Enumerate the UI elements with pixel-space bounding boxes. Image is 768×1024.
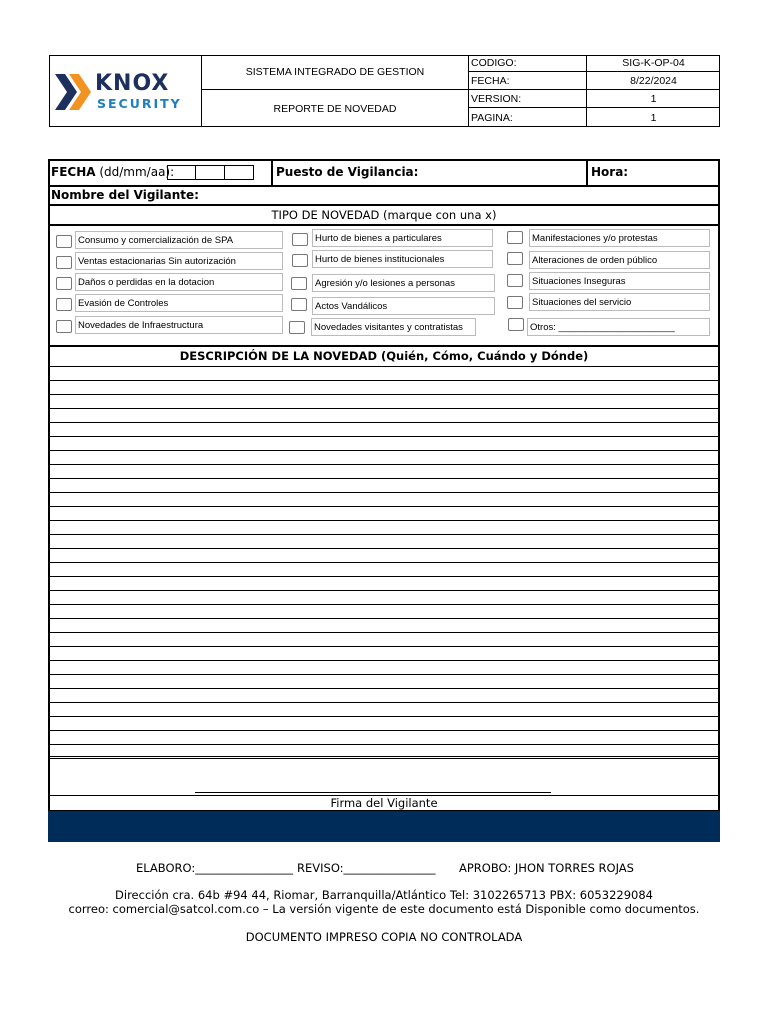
description-rule [48,394,720,395]
fecha-day-box[interactable] [167,165,196,180]
checkbox-situaciones-inseguras[interactable] [507,274,523,287]
brand-subname: SECURITY [97,96,182,111]
checkbox-alteraciones[interactable] [507,252,523,265]
checkbox-hurto-particulares[interactable] [292,233,308,246]
description-rule [48,590,720,591]
meta-pagina-value: 1 [650,111,657,124]
descripcion-title: DESCRIPCIÓN DE LA NOVEDAD (Quién, Cómo, Cuándo y Dónde) [179,349,589,363]
description-rule [48,604,720,605]
option-label: Hurto de bienes a particulares [312,229,493,247]
option-label: Agresión y/o lesiones a personas [312,274,495,292]
checkbox-vandalicos[interactable] [291,298,307,311]
description-rule [48,646,720,647]
fecha-label: FECHA [51,165,96,179]
description-rule [48,618,720,619]
vigilante-label: Nombre del Vigilante: [51,188,199,202]
checkbox-danos[interactable] [56,277,72,290]
tipo-title: TIPO DE NOVEDAD (marque con una x) [271,208,497,222]
meta-version-value: 1 [587,90,720,108]
puesto-cell[interactable] [275,161,588,185]
meta-codigo-label: CODIGO: [469,55,587,72]
option-label: Hurto de bienes institucionales [312,250,493,268]
option-label: Daños o perdidas en la dotacion [75,273,283,291]
footer-color-bar [48,811,720,842]
reviso-field: REVISO:________________ [297,861,436,875]
description-rule [48,534,720,535]
description-rule [48,660,720,661]
description-rule [48,730,720,731]
description-rule [48,492,720,493]
description-rule [48,702,720,703]
firma-label: Firma del Vigilante [330,796,438,810]
puesto-label: Puesto de Vigilancia: [276,165,419,179]
description-rule [48,422,720,423]
checkbox-ventas[interactable] [56,256,72,269]
description-rule [48,380,720,381]
description-rule [48,756,720,757]
description-rule [48,506,720,507]
description-rule [48,408,720,409]
meta-fecha-value: 8/22/2024 [587,72,720,90]
checkbox-agresion[interactable] [291,277,307,290]
meta-fecha-label: FECHA: [469,72,587,90]
checkbox-manifestaciones[interactable] [507,231,523,244]
elaboro-field: ELABORO:_________________ [136,861,294,875]
checkbox-otros[interactable] [508,318,524,331]
description-rule [48,366,720,367]
option-label: Manifestaciones y/o protestas [529,229,710,247]
divider [48,204,720,206]
option-label: Situaciones Inseguras [529,272,710,290]
option-label: Situaciones del servicio [529,293,710,311]
logo-cell [49,55,202,127]
fecha-month-box[interactable] [196,165,225,180]
checkbox-spa[interactable] [56,235,72,248]
meta-grid [469,55,720,127]
divider [48,345,720,347]
description-rule [48,758,720,759]
description-rule [48,688,720,689]
description-rule [48,436,720,437]
options-area [50,226,718,344]
description-rule [48,548,720,549]
fecha-year-box[interactable] [225,165,254,180]
description-rule [48,632,720,633]
brand-name: KNOX [95,71,170,96]
description-rule [48,450,720,451]
email-text: correo: comercial@satcol.com.co – La versión vigente de este documento está Disponible como documentos. [68,902,700,916]
option-label: Consumo y comercialización de SPA [75,231,283,249]
option-label: Ventas estacionarias Sin autorización [75,252,283,270]
description-rule [48,744,720,745]
aprobo-field: APROBO: JHON TORRES ROJAS [459,861,634,875]
vigilante-cell[interactable] [50,187,718,205]
description-rule [48,520,720,521]
option-label: Novedades de Infraestructura [75,316,283,334]
description-rule [48,674,720,675]
option-label: Evasión de Controles [75,294,283,312]
report-title: REPORTE DE NOVEDAD [202,90,469,127]
fecha-format: (dd/mm/aa): [95,165,175,179]
checkbox-situaciones-servicio[interactable] [507,296,523,309]
description-rule [48,464,720,465]
checkbox-evasion[interactable] [56,298,72,311]
hora-label: Hora: [591,165,629,179]
copy-note: DOCUMENTO IMPRESO COPIA NO CONTROLADA [245,930,523,944]
otros-field[interactable]: Otros: ______________________ [527,318,710,336]
system-title: SISTEMA INTEGRADO DE GESTION [202,55,469,90]
description-rule [48,478,720,479]
address-text: Dirección cra. 64b #94 44, Riomar, Barranquilla/Atlántico Tel: 3102265713 PBX: 6053229084 [115,888,653,902]
checkbox-hurto-institucionales[interactable] [292,254,308,267]
option-label: Alteraciones de orden público [529,251,710,269]
knox-logo-mark [53,71,93,113]
description-rule [48,576,720,577]
hora-cell[interactable] [590,161,718,185]
description-rule [48,562,720,563]
checkbox-visitantes[interactable] [289,321,305,334]
meta-version-label: VERSION: [469,90,587,108]
meta-codigo-value: SIG-K-OP-04 [587,55,720,72]
signature-line[interactable] [195,792,551,793]
option-label: Actos Vandálicos [312,297,495,315]
checkbox-infraestructura[interactable] [56,320,72,333]
option-label: Novedades visitantes y contratistas [311,318,476,336]
meta-pagina-label: PAGINA: [469,108,587,127]
fecha-cell [50,161,273,185]
description-rule [48,716,720,717]
approval-row [0,861,768,877]
